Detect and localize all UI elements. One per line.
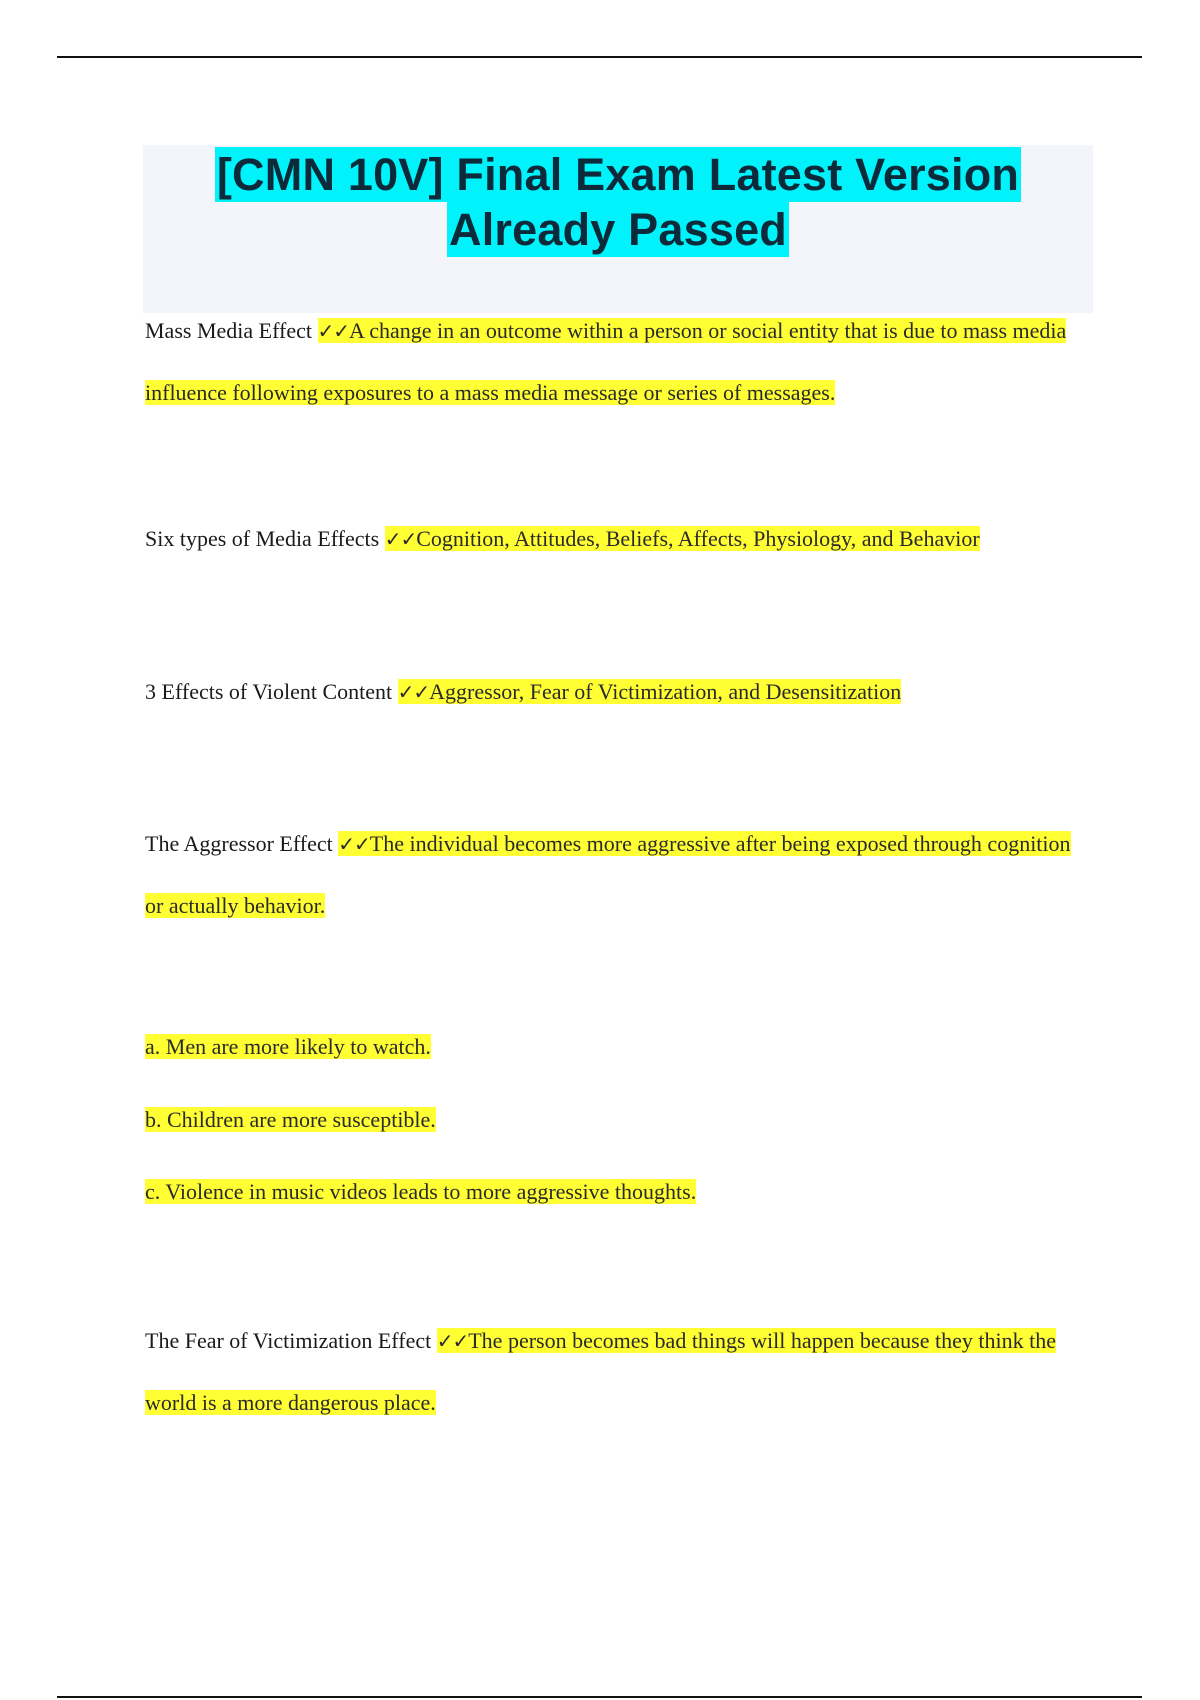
qa-term: The Fear of Victimization Effect	[145, 1328, 432, 1353]
footer-rule	[57, 1696, 1142, 1698]
qa-answer	[398, 679, 902, 704]
list-item	[145, 1105, 436, 1135]
page-title-line-1: [CMN 10V] Final Exam Latest Version	[216, 149, 1020, 200]
aggressor-point: c. Violence in music videos leads to more aggressive thoughts.	[145, 1179, 697, 1204]
qa-answer-text: Cognition, Attitudes, Beliefs, Affects, Physiology, and Behavior	[416, 526, 980, 551]
qa-term: Mass Media Effect	[145, 318, 312, 343]
qa-term: 3 Effects of Violent Content	[145, 679, 393, 704]
qa-item-mass-media-effect	[145, 300, 1075, 423]
check-mark-icon: ✓✓	[338, 832, 370, 856]
list-item	[145, 1177, 696, 1207]
qa-item-fear-of-victimization	[145, 1310, 1075, 1433]
qa-answer	[385, 526, 980, 551]
check-mark-icon: ✓✓	[397, 680, 430, 704]
qa-item-violent-content	[145, 661, 1075, 723]
qa-answer-text: A change in an outcome within a person or social entity that is due to mass media influence following exposures to a mass media message or series of messages.	[145, 318, 1067, 405]
aggressor-point: b. Children are more susceptible.	[145, 1107, 436, 1132]
page-title-line-2: Already Passed	[449, 204, 787, 255]
qa-item-six-types	[145, 508, 1105, 570]
check-mark-icon: ✓✓	[436, 1329, 469, 1353]
list-item	[145, 1032, 431, 1062]
qa-answer-text: The individual becomes more aggressive after being exposed through cognition or actually behavior.	[145, 831, 1071, 918]
qa-term: Six types of Media Effects	[145, 526, 380, 551]
qa-item-aggressor-effect	[145, 813, 1075, 936]
aggressor-point: a. Men are more likely to watch.	[145, 1034, 431, 1059]
header-rule	[57, 56, 1142, 58]
title-banner	[143, 145, 1093, 313]
qa-answer-text: Aggressor, Fear of Victimization, and Desensitization	[429, 679, 902, 704]
check-mark-icon: ✓✓	[384, 527, 417, 551]
check-mark-icon: ✓✓	[317, 319, 350, 343]
qa-term: The Aggressor Effect	[145, 831, 333, 856]
qa-answer-text: The person becomes bad things will happen because they think the world is a more dangerous place.	[145, 1328, 1056, 1415]
